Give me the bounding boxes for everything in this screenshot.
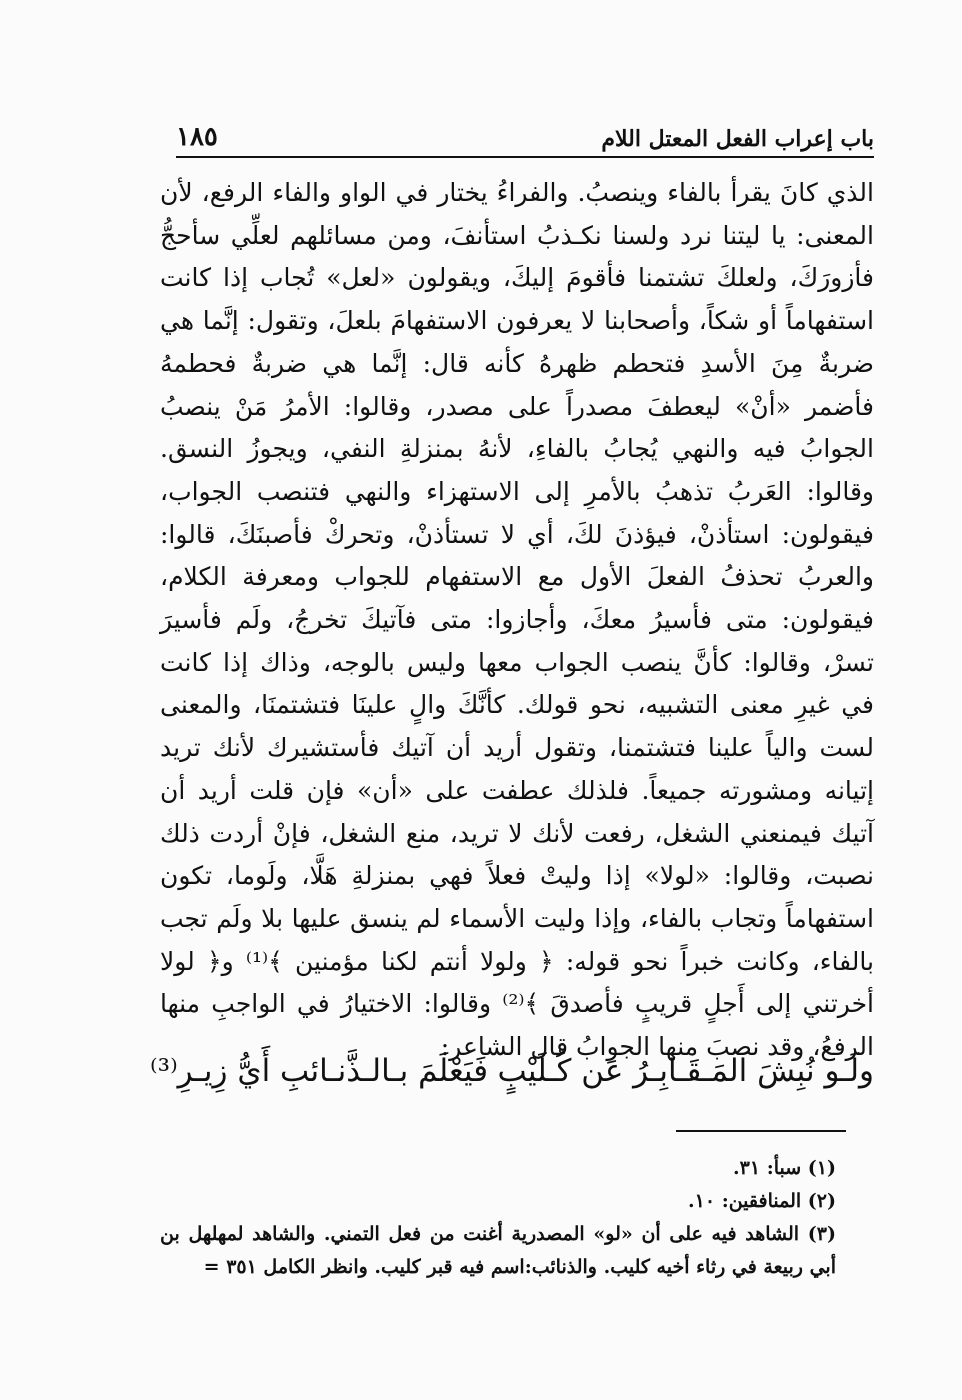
footnote-3: (٣) الشاهد فيه على أن «لو» المصدرية أغنت من فعل التمني. والشاهد لمهلهل بن أبي ربيعة في رثاء أخيه كليب. والذنائب:اسم فيه قبر كليب. وانظر الكامل ٣٥١ = [160, 1223, 836, 1278]
footnote-separator [676, 1130, 846, 1132]
running-header [176, 118, 874, 158]
poetry-verse [150, 1043, 874, 1099]
footnote-1: (١) سبأ: ٣١. [733, 1157, 836, 1179]
main-text [160, 172, 874, 1069]
verse-first-hemistich: ولَـو نُبِشَ المَـقَـابِـرُ عَن كُـلَيْبٍ [497, 1053, 874, 1089]
page-number: ١٨٥ [176, 122, 218, 152]
footnote-2: (٢) المنافقين: ١٠. [688, 1190, 836, 1212]
verse-second-hemistich: فَيَعْلَمَ بـالـذَّنـائبِ أَيُّ زِيـرِ⁽³⁾ [150, 1053, 489, 1089]
chapter-title: باب إعراب الفعل المعتل اللام [601, 126, 874, 152]
footnotes [160, 1152, 836, 1284]
body-paragraph: الذي كانَ يقرأ بالفاء وينصبُ. والفراءُ يختار في الواو والفاء الرفع، لأن المعنى: يا ليتنا نرد ولسنا نكـذبُ استأنفَ، ومن مسائلهم لعلِّي سأحجُّ فأزورَكَ، ولعلكَ تشتمنا فأقومَ إليكَ، ويقولون «لعل» تُجاب إذا كانت استفهاماً أو شكاً، وأصحابنا لا يعرفون الاستفهامَ بلعلَ، وتقول: إنَّما هي ضربةٌ مِنَ الأسدِ فتحطم ظهرهُ كأنه قال: إنَّما هي ضربةٌ فحطمهُ فأضمر «أنْ» ليعطفَ مصدراً على مصدر، وقالوا: الأمرُ مَنْ ينصبُ الجوابُ فيه والنهي يُجابُ بالفاءِ، لأنهُ بمنزلةِ النفي، ويجوزُ النسق. وقالوا: العَربُ تذهبُ بالأمرِ إلى الاستهزاء والنهي فتنصب الجواب، فيقولون: استأذنْ، فيؤذنَ لكَ، أي لا تستأذنْ، وتحركْ فأصبنَكَ، قالوا: والعربُ تحذفُ الفعلَ الأول مع الاستفهام للجواب ومعرفة الكلام، فيقولون: متى فأسيرُ معكَ، وأجازوا: متى فآتيكَ تخرجُ، ولَم فأسيرَ تسرْ، وقالوا: كأنَّ ينصب الجواب معها وليس بالوجه، وذاك إذا كانت في غيرِ معنى التشبيه، نحو قولك. كأنَّكَ والٍ علينَا فتشتمنَا، والمعنى لست والياً علينا فتشتمنا، وتقول أريد أن آتيك فأستشيرك لأنك تريد إتيانه ومشورته جميعاً. فلذلك عطفت على «أن» فإن قلت أريد أن آتيك فيمنعني الشغل، رفعت لأنك لا تريد، منع الشغل، فإنْ أردت ذلك نصبت، وقالوا: «لولا» إذا وليتْ فعلاً فهي بمنزلةِ هَلَّا، ولَوما، تكون استفهاماً وتجاب بالفاء، وإذا وليت الأسماء لم ينسق عليها بلا ولَم تجب بالفاء، وكانت خبراً نحو قوله: ﴿ ولولا أنتم لكنا مؤمنين ﴾⁽¹⁾ و﴿ لولا أخرتني إلى أَجلٍ قريبٍ فأصدقَ ﴾⁽²⁾ وقالوا: الاختيارُ في الواجبِ منها الرفعُ، وقد نصبَ منها الجوابُ قال الشاعر: [160, 178, 874, 1062]
